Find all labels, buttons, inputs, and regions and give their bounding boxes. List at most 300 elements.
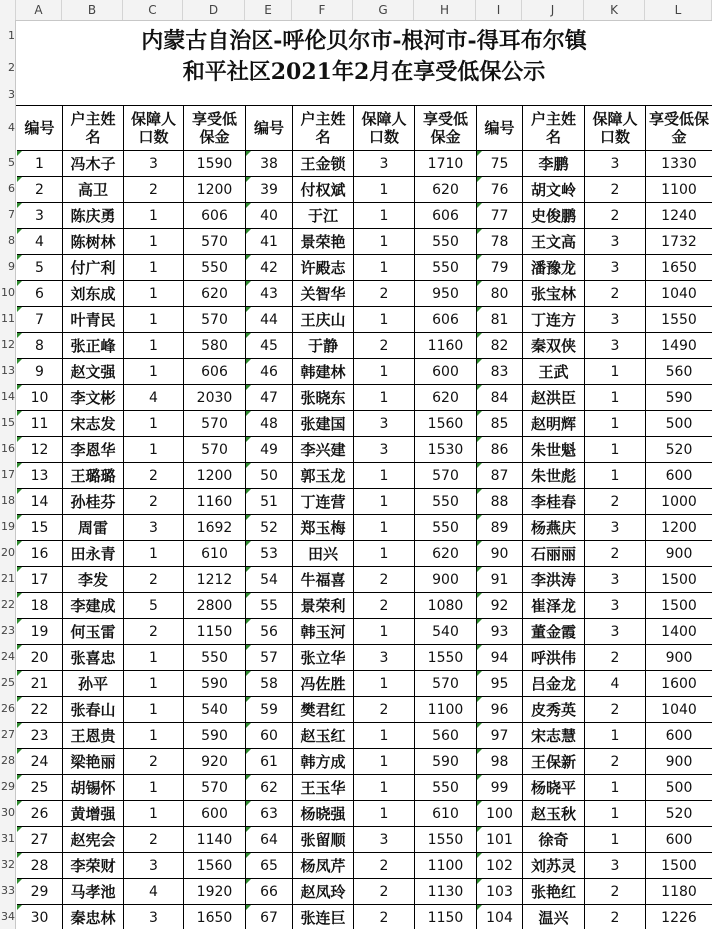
- table-cell[interactable]: [477, 229, 523, 255]
- householder-name-cell[interactable]: [523, 307, 585, 333]
- householder-name-cell[interactable]: [63, 697, 124, 723]
- table-cell[interactable]: [124, 359, 184, 385]
- table-cell[interactable]: [585, 177, 646, 203]
- table-cell[interactable]: [246, 463, 293, 489]
- table-cell[interactable]: [477, 359, 523, 385]
- table-cell[interactable]: [585, 671, 646, 697]
- table-cell[interactable]: [585, 151, 646, 177]
- table-cell[interactable]: [415, 385, 477, 411]
- householder-name-cell[interactable]: [523, 775, 585, 801]
- table-cell[interactable]: [124, 463, 184, 489]
- householder-name-cell[interactable]: [523, 151, 585, 177]
- table-cell[interactable]: [354, 723, 415, 749]
- table-cell[interactable]: [354, 749, 415, 775]
- row-header-14[interactable]: 14: [1, 390, 15, 403]
- table-cell[interactable]: [585, 489, 646, 515]
- table-cell[interactable]: [646, 177, 712, 203]
- table-cell[interactable]: [246, 827, 293, 853]
- table-cell[interactable]: [477, 619, 523, 645]
- table-cell[interactable]: [415, 697, 477, 723]
- householder-name-cell[interactable]: [523, 879, 585, 905]
- householder-name-cell[interactable]: [63, 801, 124, 827]
- table-cell[interactable]: [246, 437, 293, 463]
- householder-name-cell[interactable]: [523, 229, 585, 255]
- table-cell[interactable]: [646, 333, 712, 359]
- householder-name-cell[interactable]: [293, 359, 354, 385]
- table-cell[interactable]: [124, 203, 184, 229]
- table-cell[interactable]: [354, 853, 415, 879]
- table-cell[interactable]: [415, 359, 477, 385]
- householder-name-cell[interactable]: [523, 489, 585, 515]
- table-cell[interactable]: [585, 411, 646, 437]
- householder-name-cell[interactable]: [523, 905, 585, 929]
- table-cell[interactable]: [17, 567, 63, 593]
- table-cell[interactable]: [124, 775, 184, 801]
- row-header-28[interactable]: 28: [1, 754, 15, 767]
- householder-name-cell[interactable]: [293, 801, 354, 827]
- table-cell[interactable]: [415, 723, 477, 749]
- row-header-12[interactable]: 12: [1, 338, 15, 351]
- table-cell[interactable]: [585, 723, 646, 749]
- table-cell[interactable]: [184, 411, 246, 437]
- householder-name-cell[interactable]: [523, 177, 585, 203]
- table-cell[interactable]: [246, 411, 293, 437]
- table-cell[interactable]: [646, 749, 712, 775]
- householder-name-cell[interactable]: [63, 619, 124, 645]
- householder-name-cell[interactable]: [293, 385, 354, 411]
- table-cell[interactable]: [124, 307, 184, 333]
- table-cell[interactable]: [354, 333, 415, 359]
- table-cell[interactable]: [585, 827, 646, 853]
- householder-name-cell[interactable]: [293, 905, 354, 929]
- householder-name-cell[interactable]: [63, 281, 124, 307]
- table-cell[interactable]: [646, 723, 712, 749]
- table-cell[interactable]: [17, 359, 63, 385]
- householder-name-cell[interactable]: [63, 437, 124, 463]
- row-header-26[interactable]: 26: [1, 702, 15, 715]
- table-cell[interactable]: [246, 333, 293, 359]
- row-header-34[interactable]: 34: [1, 910, 15, 923]
- table-header-cell[interactable]: 保障人口数: [354, 106, 415, 151]
- column-header-c[interactable]: C: [123, 0, 183, 20]
- table-cell[interactable]: [246, 619, 293, 645]
- table-cell[interactable]: [17, 177, 63, 203]
- table-header-cell[interactable]: 编号: [17, 106, 63, 151]
- table-cell[interactable]: [17, 489, 63, 515]
- householder-name-cell[interactable]: [63, 723, 124, 749]
- table-cell[interactable]: [477, 307, 523, 333]
- householder-name-cell[interactable]: [523, 749, 585, 775]
- table-cell[interactable]: [646, 229, 712, 255]
- table-cell[interactable]: [124, 411, 184, 437]
- householder-name-cell[interactable]: [293, 567, 354, 593]
- table-cell[interactable]: [646, 437, 712, 463]
- table-cell[interactable]: [646, 541, 712, 567]
- table-cell[interactable]: [585, 333, 646, 359]
- table-cell[interactable]: [246, 307, 293, 333]
- householder-name-cell[interactable]: [523, 697, 585, 723]
- table-cell[interactable]: [415, 229, 477, 255]
- table-cell[interactable]: [124, 905, 184, 929]
- table-cell[interactable]: [415, 489, 477, 515]
- table-cell[interactable]: [354, 229, 415, 255]
- householder-name-cell[interactable]: [63, 905, 124, 929]
- householder-name-cell[interactable]: [63, 567, 124, 593]
- table-cell[interactable]: [246, 879, 293, 905]
- table-cell[interactable]: [646, 645, 712, 671]
- householder-name-cell[interactable]: [63, 749, 124, 775]
- table-cell[interactable]: [354, 177, 415, 203]
- column-header-h[interactable]: H: [414, 0, 476, 20]
- table-cell[interactable]: [415, 671, 477, 697]
- table-cell[interactable]: [184, 281, 246, 307]
- table-cell[interactable]: [17, 645, 63, 671]
- householder-name-cell[interactable]: [523, 515, 585, 541]
- table-cell[interactable]: [585, 255, 646, 281]
- householder-name-cell[interactable]: [293, 619, 354, 645]
- householder-name-cell[interactable]: [293, 463, 354, 489]
- column-header-g[interactable]: G: [353, 0, 414, 20]
- table-cell[interactable]: [184, 463, 246, 489]
- table-cell[interactable]: [415, 463, 477, 489]
- row-header-18[interactable]: 18: [1, 494, 15, 507]
- table-cell[interactable]: [477, 879, 523, 905]
- table-cell[interactable]: [646, 671, 712, 697]
- householder-name-cell[interactable]: [63, 203, 124, 229]
- householder-name-cell[interactable]: [63, 593, 124, 619]
- table-cell[interactable]: [246, 359, 293, 385]
- table-cell[interactable]: [354, 541, 415, 567]
- table-cell[interactable]: [415, 775, 477, 801]
- table-cell[interactable]: [246, 281, 293, 307]
- table-header-cell[interactable]: 享受低保金: [646, 106, 712, 151]
- table-cell[interactable]: [415, 255, 477, 281]
- table-cell[interactable]: [124, 879, 184, 905]
- table-cell[interactable]: [585, 879, 646, 905]
- table-cell[interactable]: [17, 671, 63, 697]
- table-cell[interactable]: [246, 671, 293, 697]
- row-header-27[interactable]: 27: [1, 728, 15, 741]
- table-cell[interactable]: [477, 151, 523, 177]
- table-cell[interactable]: [646, 619, 712, 645]
- householder-name-cell[interactable]: [63, 307, 124, 333]
- table-cell[interactable]: [184, 827, 246, 853]
- row-header-33[interactable]: 33: [1, 884, 15, 897]
- table-cell[interactable]: [354, 359, 415, 385]
- householder-name-cell[interactable]: [63, 775, 124, 801]
- table-cell[interactable]: [415, 619, 477, 645]
- table-cell[interactable]: [477, 697, 523, 723]
- row-header-24[interactable]: 24: [1, 650, 15, 663]
- row-header-11[interactable]: 11: [1, 312, 15, 325]
- table-cell[interactable]: [184, 853, 246, 879]
- table-cell[interactable]: [585, 801, 646, 827]
- householder-name-cell[interactable]: [523, 567, 585, 593]
- table-cell[interactable]: [646, 281, 712, 307]
- table-cell[interactable]: [646, 307, 712, 333]
- table-cell[interactable]: [184, 775, 246, 801]
- table-cell[interactable]: [17, 593, 63, 619]
- table-cell[interactable]: [124, 801, 184, 827]
- table-header-cell[interactable]: 保障人口数: [124, 106, 184, 151]
- table-cell[interactable]: [17, 255, 63, 281]
- table-cell[interactable]: [17, 723, 63, 749]
- householder-name-cell[interactable]: [293, 489, 354, 515]
- householder-name-cell[interactable]: [63, 463, 124, 489]
- table-cell[interactable]: [354, 827, 415, 853]
- householder-name-cell[interactable]: [293, 671, 354, 697]
- table-cell[interactable]: [184, 359, 246, 385]
- table-cell[interactable]: [124, 723, 184, 749]
- householder-name-cell[interactable]: [293, 411, 354, 437]
- row-header-4[interactable]: 4: [8, 121, 15, 134]
- householder-name-cell[interactable]: [523, 437, 585, 463]
- householder-name-cell[interactable]: [63, 385, 124, 411]
- table-cell[interactable]: [415, 411, 477, 437]
- table-cell[interactable]: [124, 567, 184, 593]
- table-cell[interactable]: [646, 203, 712, 229]
- table-cell[interactable]: [415, 567, 477, 593]
- table-cell[interactable]: [354, 203, 415, 229]
- table-cell[interactable]: [585, 385, 646, 411]
- table-cell[interactable]: [17, 385, 63, 411]
- column-header-e[interactable]: E: [245, 0, 292, 20]
- table-cell[interactable]: [354, 515, 415, 541]
- table-cell[interactable]: [246, 905, 293, 929]
- householder-name-cell[interactable]: [523, 593, 585, 619]
- table-cell[interactable]: [184, 879, 246, 905]
- row-header-30[interactable]: 30: [1, 806, 15, 819]
- table-header-cell[interactable]: 编号: [477, 106, 523, 151]
- table-cell[interactable]: [17, 619, 63, 645]
- row-header-15[interactable]: 15: [1, 416, 15, 429]
- table-cell[interactable]: [646, 801, 712, 827]
- table-cell[interactable]: [646, 827, 712, 853]
- table-cell[interactable]: [646, 151, 712, 177]
- table-cell[interactable]: [477, 593, 523, 619]
- table-cell[interactable]: [415, 515, 477, 541]
- householder-name-cell[interactable]: [523, 645, 585, 671]
- column-header-k[interactable]: K: [584, 0, 645, 20]
- table-cell[interactable]: [646, 593, 712, 619]
- table-cell[interactable]: [124, 671, 184, 697]
- table-cell[interactable]: [415, 541, 477, 567]
- table-cell[interactable]: [246, 697, 293, 723]
- table-cell[interactable]: [477, 801, 523, 827]
- table-cell[interactable]: [246, 723, 293, 749]
- householder-name-cell[interactable]: [293, 541, 354, 567]
- row-header-23[interactable]: 23: [1, 624, 15, 637]
- table-cell[interactable]: [354, 307, 415, 333]
- table-cell[interactable]: [585, 775, 646, 801]
- row-header-9[interactable]: 9: [8, 260, 15, 273]
- table-cell[interactable]: [354, 489, 415, 515]
- table-cell[interactable]: [184, 385, 246, 411]
- table-cell[interactable]: [354, 281, 415, 307]
- table-cell[interactable]: [17, 281, 63, 307]
- table-cell[interactable]: [246, 203, 293, 229]
- table-cell[interactable]: [477, 411, 523, 437]
- householder-name-cell[interactable]: [63, 411, 124, 437]
- table-cell[interactable]: [477, 203, 523, 229]
- householder-name-cell[interactable]: [293, 879, 354, 905]
- table-cell[interactable]: [184, 151, 246, 177]
- table-cell[interactable]: [17, 905, 63, 929]
- table-cell[interactable]: [17, 333, 63, 359]
- table-cell[interactable]: [585, 905, 646, 929]
- table-cell[interactable]: [124, 827, 184, 853]
- table-cell[interactable]: [17, 411, 63, 437]
- table-cell[interactable]: [477, 567, 523, 593]
- table-cell[interactable]: [415, 151, 477, 177]
- row-header-5[interactable]: 5: [8, 156, 15, 169]
- table-header-cell[interactable]: 户主姓名: [63, 106, 124, 151]
- table-cell[interactable]: [246, 229, 293, 255]
- householder-name-cell[interactable]: [63, 359, 124, 385]
- table-header-cell[interactable]: 编号: [246, 106, 293, 151]
- table-cell[interactable]: [585, 463, 646, 489]
- table-cell[interactable]: [246, 177, 293, 203]
- table-cell[interactable]: [477, 775, 523, 801]
- table-cell[interactable]: [477, 723, 523, 749]
- table-cell[interactable]: [17, 463, 63, 489]
- table-cell[interactable]: [17, 853, 63, 879]
- householder-name-cell[interactable]: [293, 827, 354, 853]
- table-cell[interactable]: [477, 853, 523, 879]
- table-cell[interactable]: [354, 593, 415, 619]
- table-cell[interactable]: [646, 463, 712, 489]
- row-header-20[interactable]: 20: [1, 546, 15, 559]
- table-cell[interactable]: [354, 697, 415, 723]
- table-cell[interactable]: [477, 645, 523, 671]
- householder-name-cell[interactable]: [523, 411, 585, 437]
- table-header-cell[interactable]: 享受低保金: [184, 106, 246, 151]
- table-cell[interactable]: [184, 437, 246, 463]
- table-cell[interactable]: [415, 879, 477, 905]
- table-cell[interactable]: [124, 255, 184, 281]
- table-cell[interactable]: [585, 749, 646, 775]
- table-cell[interactable]: [585, 853, 646, 879]
- table-cell[interactable]: [477, 281, 523, 307]
- householder-name-cell[interactable]: [63, 645, 124, 671]
- table-cell[interactable]: [184, 801, 246, 827]
- table-cell[interactable]: [184, 567, 246, 593]
- householder-name-cell[interactable]: [523, 541, 585, 567]
- row-header-22[interactable]: 22: [1, 598, 15, 611]
- table-cell[interactable]: [124, 645, 184, 671]
- table-cell[interactable]: [477, 905, 523, 929]
- table-cell[interactable]: [246, 541, 293, 567]
- row-header-10[interactable]: 10: [1, 286, 15, 299]
- table-header-cell[interactable]: 户主姓名: [523, 106, 585, 151]
- householder-name-cell[interactable]: [293, 749, 354, 775]
- householder-name-cell[interactable]: [523, 359, 585, 385]
- table-cell[interactable]: [585, 619, 646, 645]
- table-cell[interactable]: [477, 515, 523, 541]
- table-cell[interactable]: [124, 151, 184, 177]
- householder-name-cell[interactable]: [63, 333, 124, 359]
- table-cell[interactable]: [184, 723, 246, 749]
- table-cell[interactable]: [184, 541, 246, 567]
- householder-name-cell[interactable]: [523, 463, 585, 489]
- table-cell[interactable]: [17, 827, 63, 853]
- householder-name-cell[interactable]: [293, 151, 354, 177]
- table-cell[interactable]: [246, 801, 293, 827]
- table-cell[interactable]: [585, 203, 646, 229]
- table-cell[interactable]: [17, 879, 63, 905]
- householder-name-cell[interactable]: [63, 827, 124, 853]
- table-cell[interactable]: [17, 801, 63, 827]
- table-header-cell[interactable]: 保障人口数: [585, 106, 646, 151]
- householder-name-cell[interactable]: [293, 333, 354, 359]
- table-cell[interactable]: [415, 307, 477, 333]
- table-cell[interactable]: [124, 489, 184, 515]
- table-header-cell[interactable]: 户主姓名: [293, 106, 354, 151]
- column-header-d[interactable]: D: [183, 0, 245, 20]
- householder-name-cell[interactable]: [293, 437, 354, 463]
- table-cell[interactable]: [124, 385, 184, 411]
- table-cell[interactable]: [477, 255, 523, 281]
- householder-name-cell[interactable]: [293, 645, 354, 671]
- householder-name-cell[interactable]: [293, 853, 354, 879]
- row-header-32[interactable]: 32: [1, 858, 15, 871]
- table-cell[interactable]: [585, 645, 646, 671]
- householder-name-cell[interactable]: [523, 671, 585, 697]
- table-cell[interactable]: [646, 489, 712, 515]
- table-cell[interactable]: [477, 749, 523, 775]
- householder-name-cell[interactable]: [293, 307, 354, 333]
- householder-name-cell[interactable]: [63, 229, 124, 255]
- table-cell[interactable]: [415, 749, 477, 775]
- table-cell[interactable]: [585, 515, 646, 541]
- table-cell[interactable]: [124, 697, 184, 723]
- householder-name-cell[interactable]: [523, 255, 585, 281]
- table-cell[interactable]: [415, 333, 477, 359]
- householder-name-cell[interactable]: [293, 177, 354, 203]
- table-cell[interactable]: [415, 801, 477, 827]
- table-cell[interactable]: [246, 489, 293, 515]
- table-cell[interactable]: [17, 541, 63, 567]
- table-cell[interactable]: [17, 203, 63, 229]
- householder-name-cell[interactable]: [523, 853, 585, 879]
- householder-name-cell[interactable]: [523, 203, 585, 229]
- table-cell[interactable]: [184, 593, 246, 619]
- row-header-2[interactable]: 2: [8, 61, 15, 74]
- householder-name-cell[interactable]: [293, 281, 354, 307]
- table-cell[interactable]: [124, 333, 184, 359]
- table-cell[interactable]: [124, 593, 184, 619]
- table-cell[interactable]: [646, 905, 712, 929]
- column-header-b[interactable]: B: [62, 0, 123, 20]
- table-cell[interactable]: [646, 359, 712, 385]
- table-cell[interactable]: [184, 307, 246, 333]
- table-cell[interactable]: [646, 879, 712, 905]
- householder-name-cell[interactable]: [63, 541, 124, 567]
- column-header-a[interactable]: A: [16, 0, 62, 20]
- row-header-19[interactable]: 19: [1, 520, 15, 533]
- table-cell[interactable]: [246, 151, 293, 177]
- table-cell[interactable]: [354, 645, 415, 671]
- householder-name-cell[interactable]: [293, 229, 354, 255]
- table-cell[interactable]: [646, 515, 712, 541]
- householder-name-cell[interactable]: [293, 593, 354, 619]
- table-cell[interactable]: [246, 255, 293, 281]
- row-header-21[interactable]: 21: [1, 572, 15, 585]
- table-cell[interactable]: [17, 515, 63, 541]
- table-cell[interactable]: [246, 775, 293, 801]
- table-cell[interactable]: [124, 515, 184, 541]
- table-cell[interactable]: [477, 489, 523, 515]
